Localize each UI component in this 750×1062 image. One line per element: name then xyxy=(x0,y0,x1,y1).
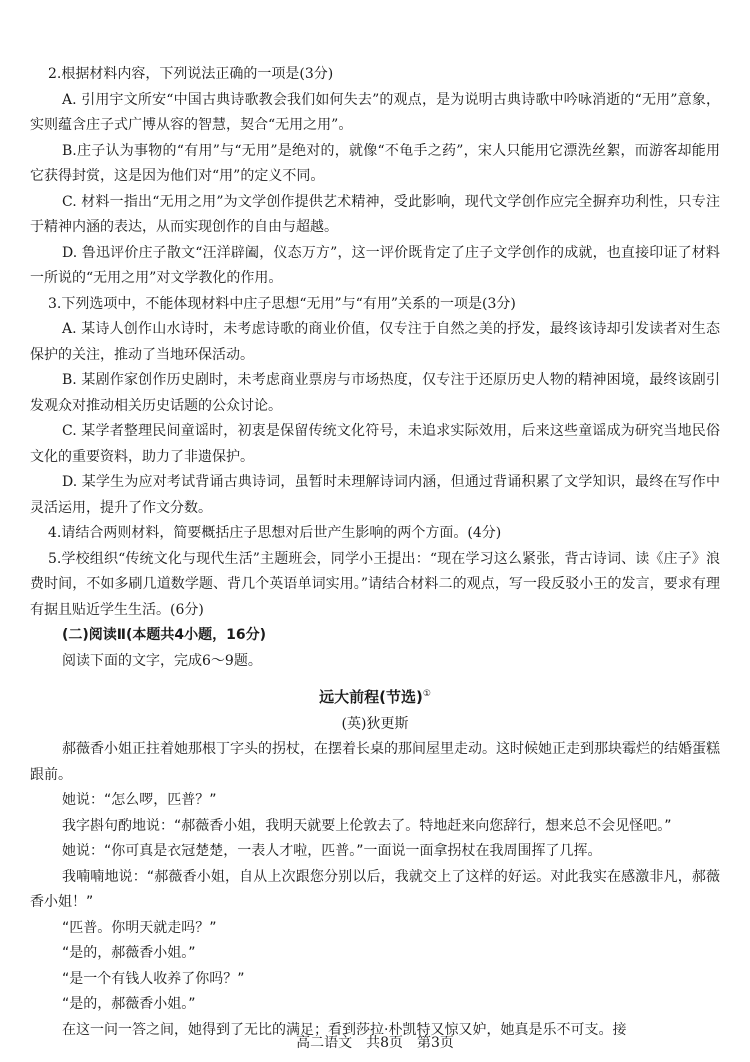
question-3-option-a: A. 某诗人创作山水诗时，未考虑诗歌的商业价值，仅专注于自然之美的抒发，最终该诗却引发读者对生态保护的关注，推动了当地环保活动。 xyxy=(30,321,720,363)
question-3-option-c: C. 某学者整理民间童谣时，初衷是保留传统文化符号，未追求实际效用，后来这些童谣成为研究当地民俗文化的重要资料，助力了非遗保护。 xyxy=(30,423,720,465)
question-5: 5.学校组织“传统文化与现代生活”主题班会，同学小王提出：“现在学习这么紧张，背古诗词、读《庄子》浪费时间，不如多刷几道数学题、背几个英语单词实用。”请结合材料二的观点，写一段反驳小王的发言，要求有理有据且贴近学生生活。(6分) xyxy=(30,550,720,618)
question-2-option-a: A. 引用宇文所安“中国古典诗歌教会我们如何失去”的观点，是为说明古典诗歌中吟咏消逝的“无用”意象，实则蕴含庄子式广博从容的智慧，契合“无用之用”。 xyxy=(30,91,720,133)
page-content xyxy=(30,62,720,1043)
question-3-option-b: B. 某剧作家创作历史剧时，未考虑商业票房与市场热度，仅专注于还原历史人物的精神困境，最终该剧引发观众对推动相关历史话题的公众讨论。 xyxy=(30,372,720,414)
question-3-option-d: D. 某学生为应对考试背诵古典诗词，虽暂时未理解诗词内涵，但通过背诵积累了文学知识，最终在写作中灵活运用，提升了作文分数。 xyxy=(30,474,720,516)
story-paragraph: 她说：“你可真是衣冠楚楚，一表人才啦，匹普。”一面说一面拿拐杖在我周围挥了几挥。 xyxy=(62,843,602,859)
story-paragraph: 郝薇香小姐正拄着她那根丁字头的拐杖，在摆着长桌的那间屋里走动。这时候她正走到那块霉烂的结婚蛋糕跟前。 xyxy=(30,741,720,783)
story-paragraph: “是的，郝薇香小姐。” xyxy=(62,945,196,961)
section-heading: (二)阅读Ⅱ(本题共4小题，16分) xyxy=(62,627,267,643)
question-2-option-c: C. 材料一指出“无用之用”为文学创作提供艺术精神，受此影响，现代文学创作应完全摒弃功利性，只专注于精神内涵的表达，从而实现创作的自由与超越。 xyxy=(30,193,720,235)
story-paragraph: 我字斟句酌地说：“郝薇香小姐，我明天就要上伦敦去了。特地赶来向您辞行，想来总不会见怪吧。” xyxy=(62,817,672,834)
story-title xyxy=(30,680,720,711)
story-author: (英)狄更斯 xyxy=(341,716,409,732)
story-paragraph: “是的，郝薇香小姐。” xyxy=(62,996,196,1012)
story-paragraph: 她说：“怎么啰，匹普？” xyxy=(62,792,217,808)
section-instruction: 阅读下面的文字，完成6～9题。 xyxy=(62,652,262,669)
story-paragraph: “是一个有钱人收养了你吗？” xyxy=(62,970,245,987)
question-2-option-b: B.庄子认为事物的“有用”与“无用”是绝对的，就像“不龟手之药”，宋人只能用它漂洗丝絮，而游客却能用它获得封赏，这是因为他们对“用”的定义不同。 xyxy=(30,142,720,184)
page-footer: 高二语文 共8页 第3页 xyxy=(296,1035,454,1051)
question-2-stem: 2.根据材料内容，下列说法正确的一项是(3分) xyxy=(48,66,334,82)
story-paragraph: 在这一问一答之间，她得到了无比的满足；看到莎拉·朴凯特又惊又妒，她真是乐不可支。接 xyxy=(62,1021,627,1038)
question-2-option-d: D. 鲁迅评价庄子散文“汪洋辟阖，仪态万方”，这一评价既肯定了庄子文学创作的成就，也直接印证了材料一所说的“无用之用”对文学教化的作用。 xyxy=(30,244,720,286)
question-4: 4.请结合两则材料，简要概括庄子思想对后世产生影响的两个方面。(4分) xyxy=(48,525,502,541)
story-title-text: 远大前程(节选) xyxy=(319,688,423,706)
story-paragraph: “匹普。你明天就走吗？” xyxy=(62,919,217,936)
story-paragraph: 我喃喃地说：“郝薇香小姐，自从上次跟您分别以后，我就交上了这样的好运。对此我实在感激非凡，郝薇香小姐！” xyxy=(30,868,720,910)
question-3-stem: 3.下列选项中，不能体现材料中庄子思想“无用”与“有用”关系的一项是(3分) xyxy=(48,295,516,312)
footnote-marker: ① xyxy=(422,689,431,699)
